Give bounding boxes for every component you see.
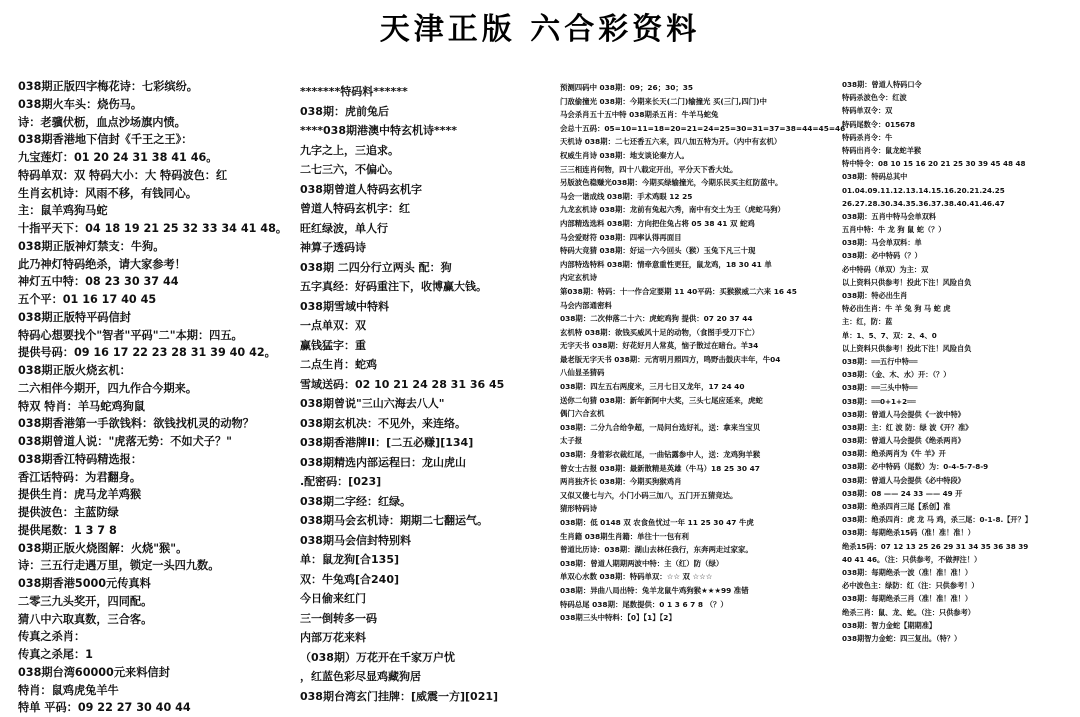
text-line: 038期：智力金蛇【期期准】	[842, 620, 937, 630]
text-line: 预测四码中 038期：09；26；30；35	[560, 83, 694, 92]
text-line: 三三相连肖何物，四十八载定开出，平分天下香大处。	[560, 164, 738, 174]
text-line: 038期：绝杀四肖：虎 龙 马 鸡，杀三尾：0-1-8.【开？】	[842, 515, 1032, 525]
text-line: 另版波色稳赚光038期：今期买绿输撞光，今期乐民买主红防蓝中。	[560, 178, 783, 188]
text-line: 038期：══0+1+2══	[842, 396, 916, 406]
text-line: 038期：每期绝杀三肖（准！准！准！）	[842, 594, 973, 604]
text-line: 26.27.28.30.34.35.36.37.38.40.41.46.47	[842, 198, 1005, 208]
text-line: 旺红绿波，单人行	[300, 221, 388, 235]
text-line: 以上资料只供参考！投此下注！风险自负	[842, 277, 972, 287]
text-line: 双：牛兔鸡[合240]	[300, 572, 400, 586]
text-line: （038期）万花开在千家万户忧	[300, 650, 455, 664]
text-line: 最老版无字天书 038期：元宵明月照四方，鸣野击鼓庆丰年，牛04	[560, 354, 781, 364]
text-line: 必中波色主：绿防：红（注：只供参考！）	[842, 581, 979, 591]
text-line: 二零三九头奖开，四同配。	[18, 594, 153, 608]
text-line: 马会杀肖五十五中特 038期杀五肖：牛羊马蛇兔	[560, 110, 719, 120]
text-line: 第038期：特码：十一作合定要期 11 40平码：买猴猴威二六来 16 45	[560, 286, 797, 296]
text-line: 太子报	[560, 436, 583, 446]
text-line: 038期：二分九合给争超，一局问台选好礼，送：拿来当宝贝	[560, 422, 761, 432]
text-line: 二点生肖：蛇鸡	[300, 358, 377, 371]
text-line: 038期：必中特码（？）	[842, 251, 922, 261]
text-line: 038期雪域中特料	[300, 299, 389, 313]
text-line: 香江话特码：为君翻身。	[18, 470, 142, 484]
text-line: .配密码：[023]	[300, 475, 382, 488]
text-line: 传真之杀尾：1	[18, 648, 93, 661]
text-line: 038期：曾道人马会提供《必中特段》	[842, 475, 965, 485]
text-line: 必中特码（单双）为主：双	[842, 264, 929, 274]
text-line: 主：鼠羊鸡狗马蛇	[18, 204, 108, 218]
text-line: 038期曾说"三山六海去八人"	[300, 397, 445, 410]
text-line: 两肖独齐长 038期：今期买狗猴鸡肖	[560, 477, 682, 487]
text-line: 权威生肖诗 038期：地支谈论秦方人。	[560, 150, 689, 160]
text-line: 038期：异曲八局出特：兔羊龙鼠牛鸡狗猴★★★99 准错	[560, 585, 749, 595]
text-line: 038期香港5000元传真料	[18, 577, 151, 590]
text-line: 八仙显圣猜码	[560, 368, 605, 378]
text-line: 038期：（金、木、水）开：（？）	[842, 370, 951, 380]
text-line: ****038期港澳中特玄机诗****	[300, 124, 457, 137]
text-line: 单：1、5、7、双：2、4、0	[842, 330, 937, 340]
text-line: 绝杀三肖：鼠、龙、蛇。（注：只供参考）	[842, 607, 975, 617]
text-line: 特码单双：双 特码大小：大 特码波色：红	[18, 168, 228, 182]
text-line: 038期 二四分行立两头 配：狗	[300, 260, 452, 274]
text-line: 此乃神灯特码绝杀，请大家参考！	[18, 257, 186, 271]
text-line: 038期：每期绝杀15码（准！准！准！）	[842, 528, 975, 538]
text-line: 三一倒转多一码	[300, 611, 377, 625]
text-line: 01.04.09.11.12.13.14.15.16.20.21.24.25	[842, 185, 1005, 195]
text-line: 038期：曾道人马会提供《一波中特》	[842, 409, 965, 419]
text-line: 内部特选特料 038期：情牵意重性更狂，鼠龙鸡，18 30 41 单	[560, 259, 772, 269]
text-line: 特码总尾 038期：尾数提供：0 1 3 6 7 8 （？）	[560, 599, 728, 609]
text-line: 猜八中六取真数，三合客。	[18, 612, 153, 626]
text-line: 038期正版火烧玄机：	[18, 364, 131, 377]
text-line: 雪域送码：02 10 21 24 28 31 36 45	[300, 377, 505, 391]
text-line: 038期台湾玄门挂牌：[威震一方][021]	[300, 689, 499, 703]
text-line: 神算子透码诗	[300, 241, 366, 254]
text-line: 40 41 46。（注：只供参考，不做押注！）	[842, 554, 982, 564]
text-line: 038期：曾道人期期两波中特：主（红）防（绿）	[560, 558, 724, 568]
text-line: 会总十五码：05=10=11=18=20=21=24=25=30=31=37=38=44=45=46	[560, 123, 846, 133]
text-line: 038期马会玄机诗：期期二七翻运气。	[300, 514, 488, 527]
text-line: 038期：绝杀四肖三尾【系创】准	[842, 502, 951, 511]
text-line: 生肖玄机诗：风雨不移，有钱同心。	[18, 186, 198, 200]
text-line: 送你二句猜 038期：新年新阿中大奖，三头七尾应延来，虎蛇	[560, 395, 763, 405]
text-line: 曾道人特码玄机字：红	[300, 202, 410, 215]
text-line: 特单 平码：09 22 27 30 40 44	[18, 701, 191, 715]
text-line: 内部精选选料 038期：方向把住兔占将 05 38 41 双 蛇鸡	[560, 218, 755, 228]
text-line: 提供号码：09 16 17 22 23 28 31 39 40 42。	[18, 346, 276, 360]
text-line: 038期：主：红 波 防：绿 波《开？准》	[842, 422, 973, 432]
text-line: 无字天书 038期：好花好月人常莫，恼子散过在暗台。羊34	[560, 341, 759, 351]
text-line: 生肖籍 038期生肖籍：单往十一包有利	[560, 531, 689, 541]
text-line: 038期正版特平码信封	[18, 310, 131, 324]
text-line: 038期香港地下信封《千王之王》：	[18, 133, 193, 147]
page-title: 天津正版 六合彩资料	[379, 12, 701, 47]
text-line: 038期：低 0148 双 农食鱼忧过一年 11 25 30 47 牛虎	[560, 518, 754, 527]
text-line: 五个平：01 16 17 40 45	[18, 293, 157, 306]
text-line: 038期三头中特料：【0】【1】【2】	[560, 613, 676, 623]
text-line: 038期：虎前兔后	[300, 104, 389, 118]
text-line: 特码杀波色令：红波	[842, 93, 907, 103]
text-line: 038期正版四字梅花诗：七彩缤纷。	[18, 80, 198, 93]
text-line: 特码出肖令：鼠龙蛇羊猴	[842, 145, 922, 155]
text-line: 特码心想要找个"智者"平码"二"本期：四五。	[18, 328, 243, 342]
text-line: 十指平天下：04 18 19 21 25 32 33 34 41 48。	[18, 222, 288, 235]
text-line: 今日偷来红门	[300, 592, 366, 605]
text-line: 二六相伴今期开，四九作合今期来。	[18, 381, 198, 395]
text-column-4	[842, 78, 1072, 670]
text-line: 038期台湾60000元来料信封	[18, 665, 170, 679]
text-line: 038期香港牌II：[二五必赚][134]	[300, 436, 474, 449]
text-line: 又似又傻七与六，小门小码三加八，五门开五猜竞达。	[560, 490, 738, 500]
text-line: 038期：必中特码（尾数）为：0-4-5-7-8-9	[842, 462, 989, 472]
text-line: 曾道比历诗：038期：湖山去林任我行，东奔两走过家家。	[560, 545, 753, 555]
text-line: 特中特令：08 10 15 16 20 21 25 30 39 45 48 48	[842, 159, 1026, 169]
text-line: 038期：每期绝杀一波（准！准！准！）	[842, 567, 973, 577]
text-line: 马会内部通密料	[560, 300, 612, 310]
text-line: 单：鼠龙狗[合135]	[300, 553, 400, 566]
text-line: 主：红，防：蓝	[842, 317, 893, 327]
text-line: 特双 特肖：羊马蛇鸡狗鼠	[18, 399, 145, 413]
text-line: 038期香江特码精选报：	[18, 452, 143, 466]
text-line: 038期精选内部运程曰：龙山虎山	[300, 455, 466, 469]
text-line: *******特码料******	[300, 85, 408, 98]
text-line: 038期火车头：烧伤马。	[18, 97, 143, 111]
text-line: 内部万花来料	[300, 631, 366, 644]
text-line: 特码杀肖令：牛	[842, 132, 893, 142]
text-line: 传真之杀肖：	[18, 630, 86, 644]
text-line: 马会爱财符 038期：四率认得再面目	[560, 232, 682, 242]
text-column-1	[18, 78, 288, 715]
text-line: 二七三六，不偏心。	[300, 163, 399, 176]
text-line: 038期：特码总其中	[842, 172, 908, 182]
text-line: 门敌偷撞光 038期：今期来长天(二门)输撞光 买(三门,四门)中	[560, 96, 767, 106]
text-line: 诗：老骥伏枥，血点沙场旗内愤。	[18, 115, 186, 129]
text-line: 提供波色：主蓝防绿	[18, 506, 119, 519]
text-column-2	[300, 82, 538, 703]
text-line: 以上资料只供参考！投此下注！风险自负	[842, 343, 972, 353]
text-line: 038期：五肖中特马会单双料	[842, 211, 937, 221]
text-line: 038期曾道人说："虎落无势：不如犬子？"	[18, 435, 233, 448]
text-line: 五字真经：好码重注下，收博赢大钱。	[300, 280, 487, 293]
text-line: 单双心水数 038期：特码单双：☆☆ 双 ☆☆☆	[560, 572, 713, 582]
text-line: 九龙玄机诗 038期：龙前有兔起六秀，南中有交土为王（虎蛇马狗）	[560, 205, 785, 215]
text-line: 038期玄机决：不见外，来连络。	[300, 416, 466, 430]
text-column-3	[560, 81, 846, 641]
text-line: 特肖：鼠鸡虎兔羊牛	[18, 683, 119, 697]
text-line: 马会一谐成线 038期：手术鸡眼 12 25	[560, 191, 693, 201]
text-line: 内定玄机诗	[560, 273, 597, 283]
text-line: 诗：三五行走遇万里，锁定一头四九数。	[18, 559, 220, 573]
text-line: 038期二字经：红绿。	[300, 494, 411, 508]
text-line: ，红蓝色彩尽显鸡藏狗居	[300, 670, 421, 683]
text-line: 猜形特码诗	[560, 504, 597, 514]
text-line: 038期马会信封特别料	[300, 533, 411, 547]
text-line: 提供生肖：虎马龙羊鸡猴	[18, 488, 142, 502]
text-line: 偶门六合玄机	[560, 409, 605, 419]
text-line: 038期：特必出生肖	[842, 291, 908, 300]
text-line: 天机诗 038期：二七还香五六来，四八加五特为开。（内中有玄机）	[560, 137, 782, 147]
text-line: 038期曾道人特码玄机字	[300, 182, 422, 196]
text-line: 038期智力金蛇：四三复出。（特？）	[842, 633, 962, 643]
text-line: 特码单双令：双	[842, 106, 893, 116]
text-line: 038期正版火烧图解：火烧"猴"。	[18, 541, 188, 555]
text-line: 九宝莲灯：01 20 24 31 38 41 46。	[18, 151, 218, 164]
text-line: 038期：四左五右两度米，三月七日又龙年，17 24 40	[560, 382, 745, 392]
text-line: 038期香港第一手欲钱料：欲钱找机灵的动物？	[18, 417, 254, 431]
text-line: 特码尾数令：015678	[842, 119, 916, 129]
text-line: 038期：══三头中特══	[842, 383, 918, 393]
text-line: 九字之上，三追求。	[300, 143, 399, 157]
text-line: 038期正版神灯禁支：牛狗。	[18, 239, 165, 253]
text-line: 曾女士古报 038期：最新散精是英雄（牛马）18 25 30 47	[560, 463, 760, 473]
text-line: 赢钱猛字：重	[300, 338, 366, 352]
text-line: 038期：曾道人特码口令	[842, 80, 922, 89]
text-line: 038期：══五行中特══	[842, 356, 918, 366]
text-line: 038期：身着彩衣裁红尾，一曲钻露参中人，送：龙鸡狗羊猴	[560, 450, 761, 460]
text-line: 038期：二次伸落二十六：虎蛇鸡狗 提供：07 20 37 44	[560, 314, 753, 324]
text-line: 玄机特 038期：欲钱买威风十足的动物，（食图手受刀下亡）	[560, 327, 760, 337]
text-line: 神灯五中特：08 23 30 37 44	[18, 275, 179, 289]
text-line: 五肖中特：牛 龙 狗 鼠 蛇（？）	[842, 225, 946, 235]
text-line: 038期：08 —— 24 33 —— 49 开	[842, 488, 963, 498]
text-line: 038期：曾道人马会提供《绝杀两肖》	[842, 436, 965, 446]
text-line: 特码大竞猜 038期：好运一六今回头（猴）玉兔下凡三十现	[560, 246, 756, 256]
text-line: 提供尾数：1 3 7 8	[18, 523, 117, 537]
text-line: 绝杀15码：07 12 13 25 26 29 31 34 35 36 38 39	[842, 541, 1029, 551]
text-line: 038期：绝杀两肖为《牛 羊》开	[842, 449, 946, 459]
text-line: 特必出生肖：牛 羊 兔 狗 马 蛇 虎	[842, 304, 951, 314]
text-line: 038期：马会单双料：单	[842, 238, 922, 248]
text-line: 一点单双：双	[300, 319, 366, 332]
